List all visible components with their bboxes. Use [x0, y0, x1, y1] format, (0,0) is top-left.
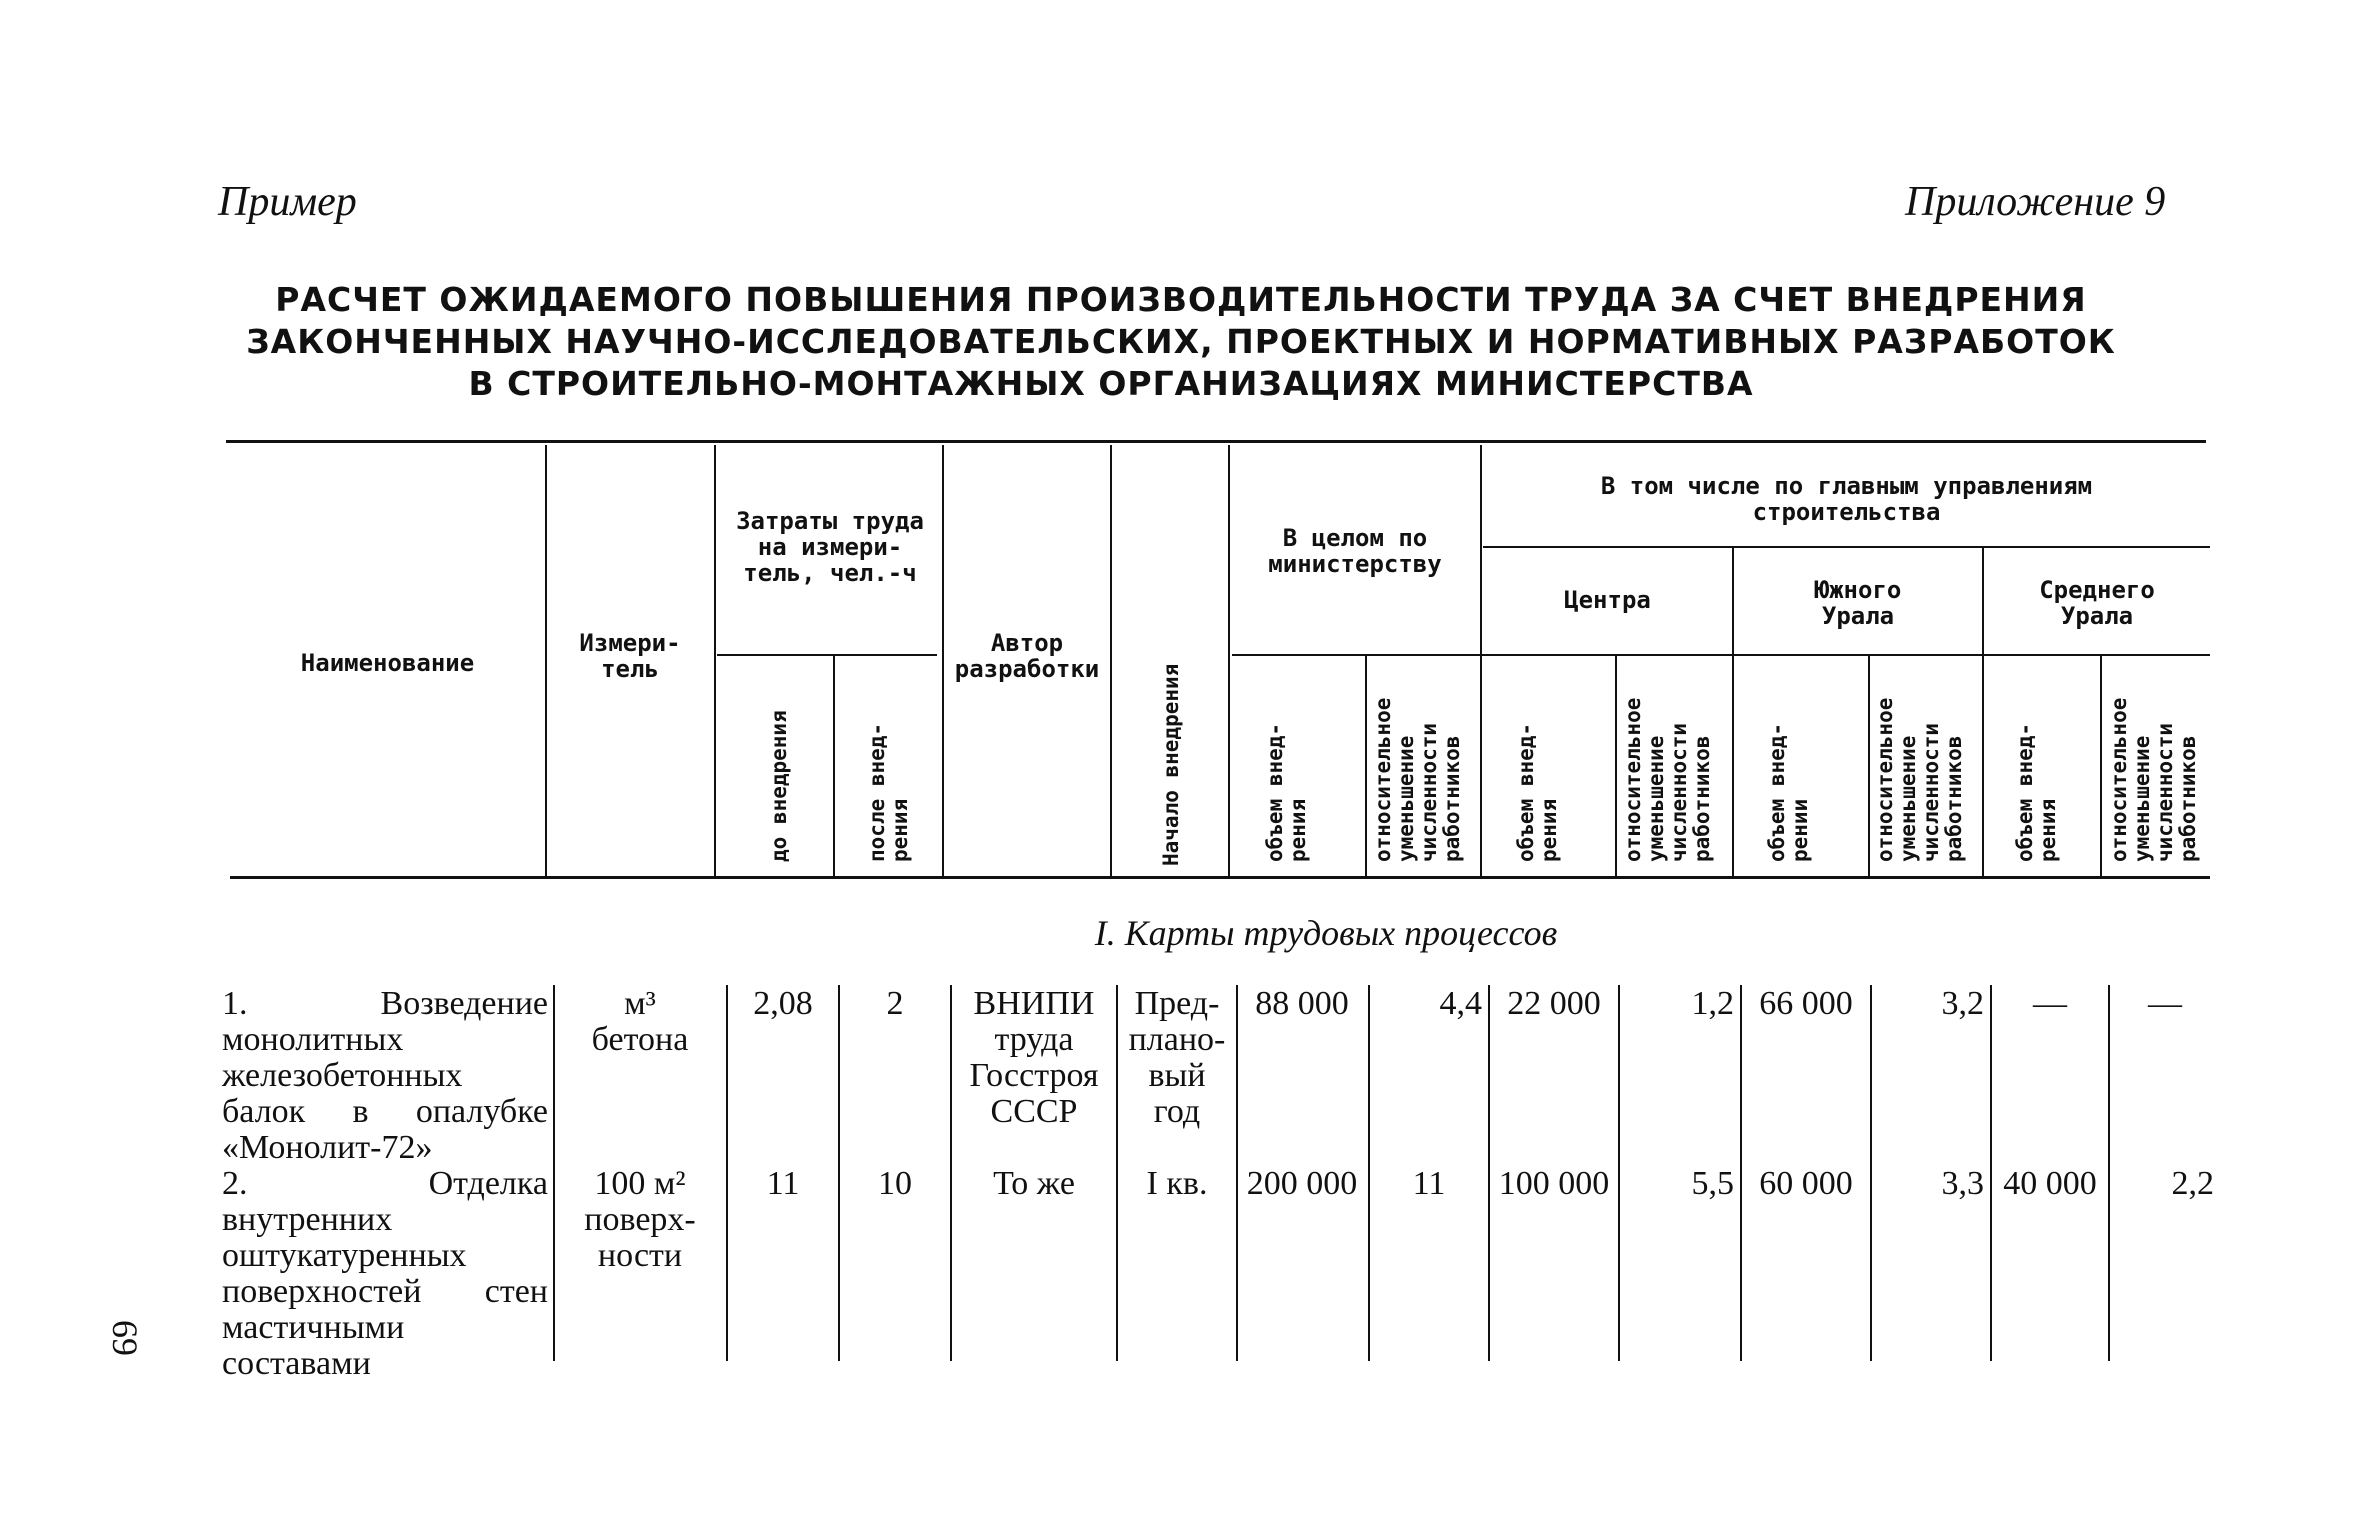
- row2-middle-reduction: 2,2: [2171, 1165, 2214, 1202]
- header-divider: [2100, 656, 2102, 876]
- row2-middle-volume: 40 000: [2003, 1165, 2097, 1202]
- col-author-header: Автор разработки: [954, 629, 1100, 683]
- header-divider: [1615, 656, 1617, 876]
- row2-after: 10: [878, 1165, 912, 1202]
- title-line-3: В СТРОИТЕЛЬНО-МОНТАЖНЫХ ОРГАНИЗАЦИЯХ МИНИСТЕРСТВА: [468, 364, 1754, 403]
- row1-south-reduction: 3,2: [1941, 985, 1984, 1022]
- header-divider: [1228, 445, 1230, 876]
- row2-name: 2. Отделка внутренних оштукатуренных поверхностей стен мастичными составами: [222, 1165, 548, 1382]
- row2-start: I кв.: [1146, 1165, 1208, 1202]
- row1-ministry-volume: 88 000: [1255, 985, 1349, 1022]
- region-sub-rule: [1232, 654, 2210, 656]
- row1-after: 2: [886, 985, 904, 1022]
- page-number: 69: [105, 1320, 145, 1356]
- col-ministry-reduction-header: относительное уменьшение численности работников: [1371, 697, 1464, 862]
- title-line-2: ЗАКОНЧЕННЫХ НАУЧНО-ИССЛЕДОВАТЕЛЬСКИХ, ПРОЕКТНЫХ И НОРМАТИВНЫХ РАЗРАБОТОК: [246, 322, 2116, 361]
- row1-author: ВНИПИ труда Госстроя СССР: [969, 985, 1099, 1130]
- section-title: I. Карты трудовых процессов: [1094, 913, 1558, 953]
- col-south-ural-header: Южного Урала: [1814, 576, 1902, 630]
- row2-before: 11: [766, 1165, 800, 1202]
- col-center-volume-header: объем внед- рения: [1514, 722, 1561, 862]
- col-middle-volume-header: объем внед- рения: [2013, 722, 2060, 862]
- row1-name: 1. Возведение монолитных железобетонных балок в опалубке «Монолит-72»: [222, 985, 548, 1166]
- incl-sub-rule: [1483, 546, 2210, 548]
- header-divider: [1480, 445, 1482, 876]
- appendix-label: Приложение 9: [1905, 179, 2166, 225]
- row2-ministry-volume: 200 000: [1246, 1165, 1358, 1202]
- title-line-1: РАСЧЕТ ОЖИДАЕМОГО ПОВЫШЕНИЯ ПРОИЗВОДИТЕЛЬНОСТИ ТРУДА ЗА СЧЕТ ВНЕДРЕНИЯ: [275, 280, 2087, 319]
- row2-unit: 100 м² поверх- ности: [584, 1165, 696, 1274]
- header-divider: [714, 445, 716, 876]
- col-labor-header: Затраты труда на измери- тель, чел.-ч: [736, 507, 924, 587]
- row2-ministry-reduction: 11: [1412, 1165, 1446, 1202]
- table-top-rule: [226, 440, 2206, 443]
- col-name-header: Наименование: [300, 649, 475, 677]
- row1-center-volume: 22 000: [1507, 985, 1601, 1022]
- header-divider: [1868, 656, 1870, 876]
- row1-middle-reduction: —: [2148, 985, 2182, 1022]
- row1-start: Пред- плано- вый год: [1128, 985, 1226, 1130]
- body-divider: [553, 985, 555, 1361]
- table-header-bottom-rule: [230, 876, 2210, 879]
- header-divider: [545, 445, 547, 876]
- header-divider: [1110, 445, 1112, 876]
- header-divider: [833, 656, 835, 876]
- row1-ministry-reduction: 4,4: [1439, 985, 1482, 1022]
- col-middle-reduction-header: относительное уменьшение численности работников: [2107, 697, 2200, 862]
- example-label: Пример: [218, 179, 357, 225]
- row1-middle-volume: —: [2033, 985, 2067, 1022]
- row2-author: То же: [993, 1165, 1075, 1202]
- row1-before: 2,08: [753, 985, 813, 1022]
- col-center-reduction-header: относительное уменьшение численности работников: [1621, 697, 1714, 862]
- col-south-reduction-header: относительное уменьшение численности работников: [1873, 697, 1966, 862]
- row1-unit: м³ бетона: [591, 985, 689, 1058]
- col-unit-header: Измери- тель: [579, 629, 681, 683]
- col-ministry-header: В целом по министерству: [1268, 524, 1442, 578]
- row2-south-reduction: 3,3: [1941, 1165, 1984, 1202]
- col-south-volume-header: объем внед- рении: [1765, 722, 1812, 862]
- col-center-header: Центра: [1564, 586, 1651, 614]
- labor-sub-rule: [717, 654, 937, 656]
- col-before-header: до внедрения: [767, 710, 791, 862]
- col-middle-ural-header: Среднего Урала: [2039, 576, 2155, 630]
- row1-center-reduction: 1,2: [1691, 985, 1734, 1022]
- row1-south-volume: 66 000: [1759, 985, 1853, 1022]
- row2-south-volume: 60 000: [1759, 1165, 1853, 1202]
- header-divider: [1365, 656, 1367, 876]
- row2-center-reduction: 5,5: [1691, 1165, 1734, 1202]
- row2-center-volume: 100 000: [1498, 1165, 1610, 1202]
- col-incl-header: В том числе по главным управлениям строительства: [1600, 472, 2093, 526]
- col-ministry-volume-header: объем внед- рения: [1263, 722, 1310, 862]
- col-start-header: Начало внедрения: [1159, 663, 1183, 866]
- col-after-header: после внед- рения: [865, 722, 912, 862]
